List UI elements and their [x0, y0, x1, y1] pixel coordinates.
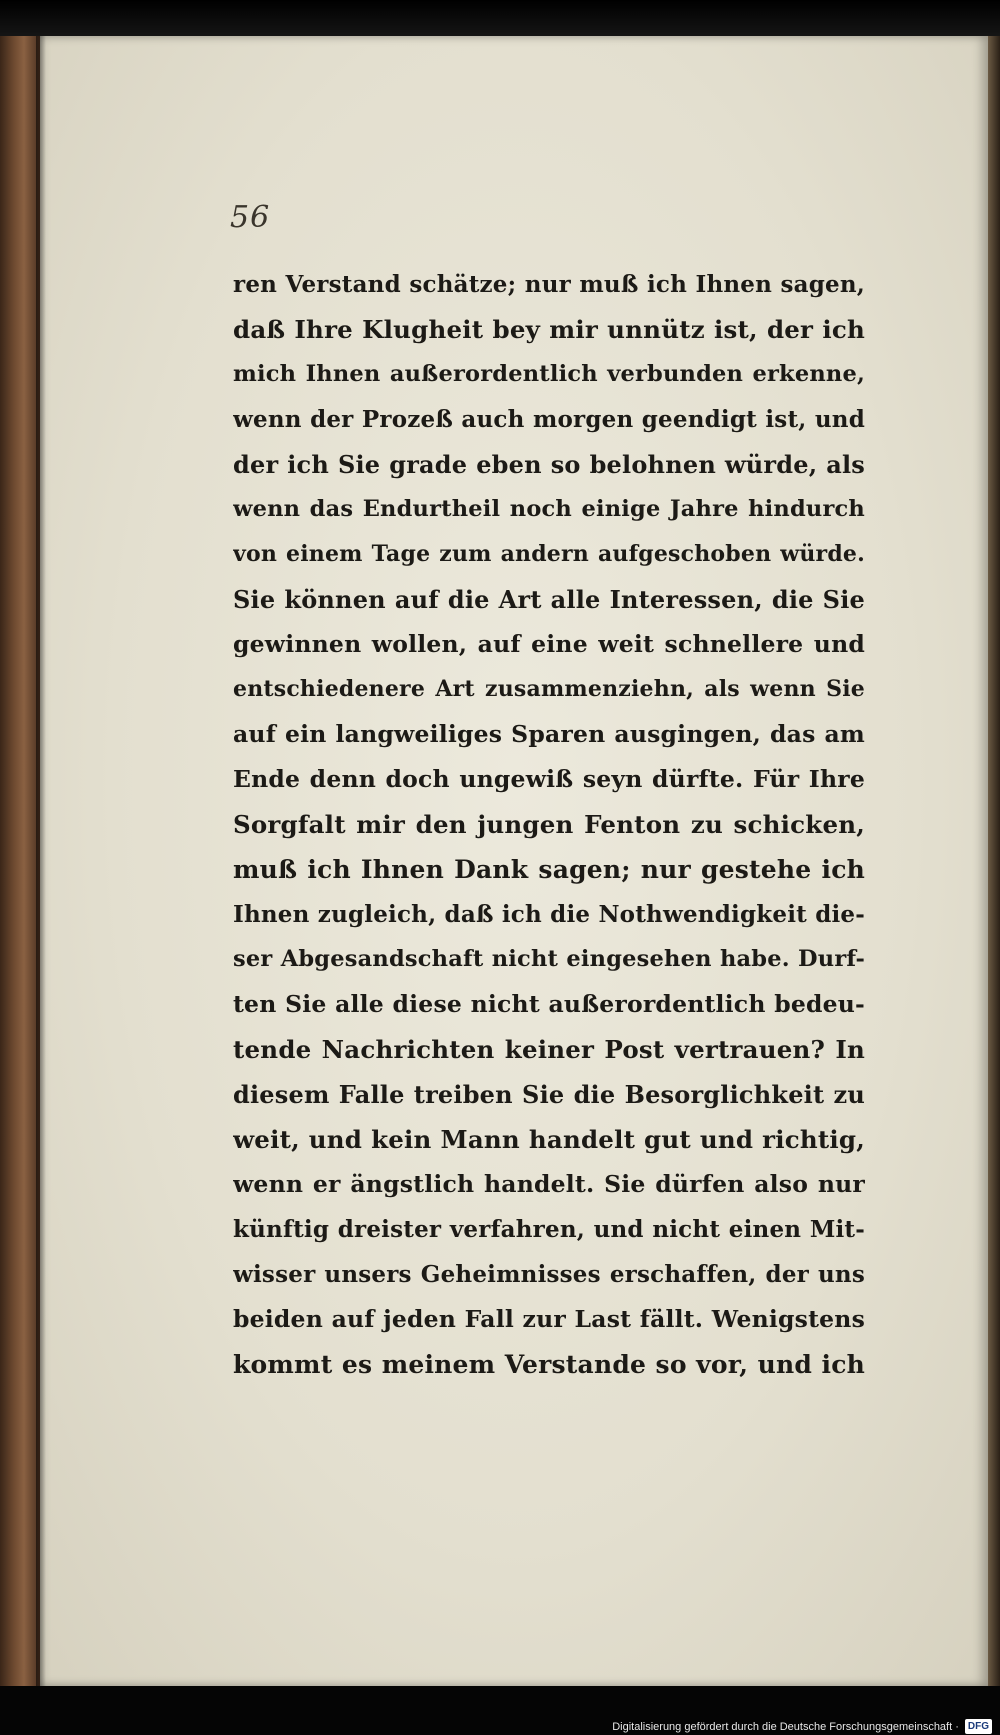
text-line: wenn er ängstlich handelt. Sie dürfen also nur	[233, 1170, 865, 1198]
credit-text: Digitalisierung gefördert durch die Deutsche Forschungsgemeinschaft ·	[612, 1720, 959, 1733]
text-line: kommt es meinem Verstande so vor, und ich	[233, 1350, 865, 1379]
text-line: ser Abgesandschaft nicht eingesehen habe. Durf-	[233, 946, 865, 972]
text-line: ten Sie alle diese nicht außerordentlich bedeu-	[233, 990, 865, 1018]
book-binding-edge	[0, 36, 40, 1686]
text-line: ren Verstand schätze; nur muß ich Ihnen sagen,	[233, 271, 865, 298]
text-line: wisser unsers Geheimnisses erschaffen, der uns	[233, 1261, 865, 1288]
text-line: von einem Tage zum andern aufgeschoben würde.	[233, 541, 865, 567]
digitization-credit	[612, 1718, 992, 1735]
page-right-edge	[988, 36, 1000, 1686]
text-line: Sie können auf die Art alle Interessen, die Sie	[233, 585, 865, 614]
text-line: Sorgfalt mir den jungen Fenton zu schicken,	[233, 810, 865, 839]
text-line: daß Ihre Klugheit bey mir unnütz ist, der ich	[233, 315, 865, 344]
body-text	[233, 262, 865, 1387]
text-line: weit, und kein Mann handelt gut und richtig,	[233, 1125, 865, 1154]
text-line: Ende denn doch ungewiß seyn dürfte. Für Ihre	[233, 765, 865, 793]
text-line: der ich Sie grade eben so belohnen würde, als	[233, 450, 865, 479]
text-line: auf ein langweiliges Sparen ausgingen, das am	[233, 720, 865, 748]
text-line: wenn der Prozeß auch morgen geendigt ist, und	[233, 406, 865, 433]
text-line: Ihnen zugleich, daß ich die Nothwendigkeit die-	[233, 901, 865, 928]
text-line: mich Ihnen außerordentlich verbunden erkenne,	[233, 361, 865, 387]
text-line: wenn das Endurtheil noch einige Jahre hindurch	[233, 496, 865, 522]
spine-shadow	[36, 36, 46, 1686]
dfg-logo-icon: DFG	[965, 1719, 992, 1734]
text-line: entschiedenere Art zusammenziehn, als wenn Sie	[233, 676, 865, 702]
page-number: 56	[230, 200, 271, 235]
scan-top-border	[0, 0, 1000, 36]
text-line: diesem Falle treiben Sie die Besorglichkeit zu	[233, 1080, 865, 1109]
text-line: künftig dreister verfahren, und nicht einen Mit-	[233, 1216, 865, 1243]
text-line: gewinnen wollen, auf eine weit schnellere und	[233, 630, 865, 658]
text-line: muß ich Ihnen Dank sagen; nur gestehe ich	[233, 855, 865, 884]
text-line: tende Nachrichten keiner Post vertrauen? In	[233, 1035, 865, 1064]
text-line: beiden auf jeden Fall zur Last fällt. Wenigstens	[233, 1305, 865, 1333]
